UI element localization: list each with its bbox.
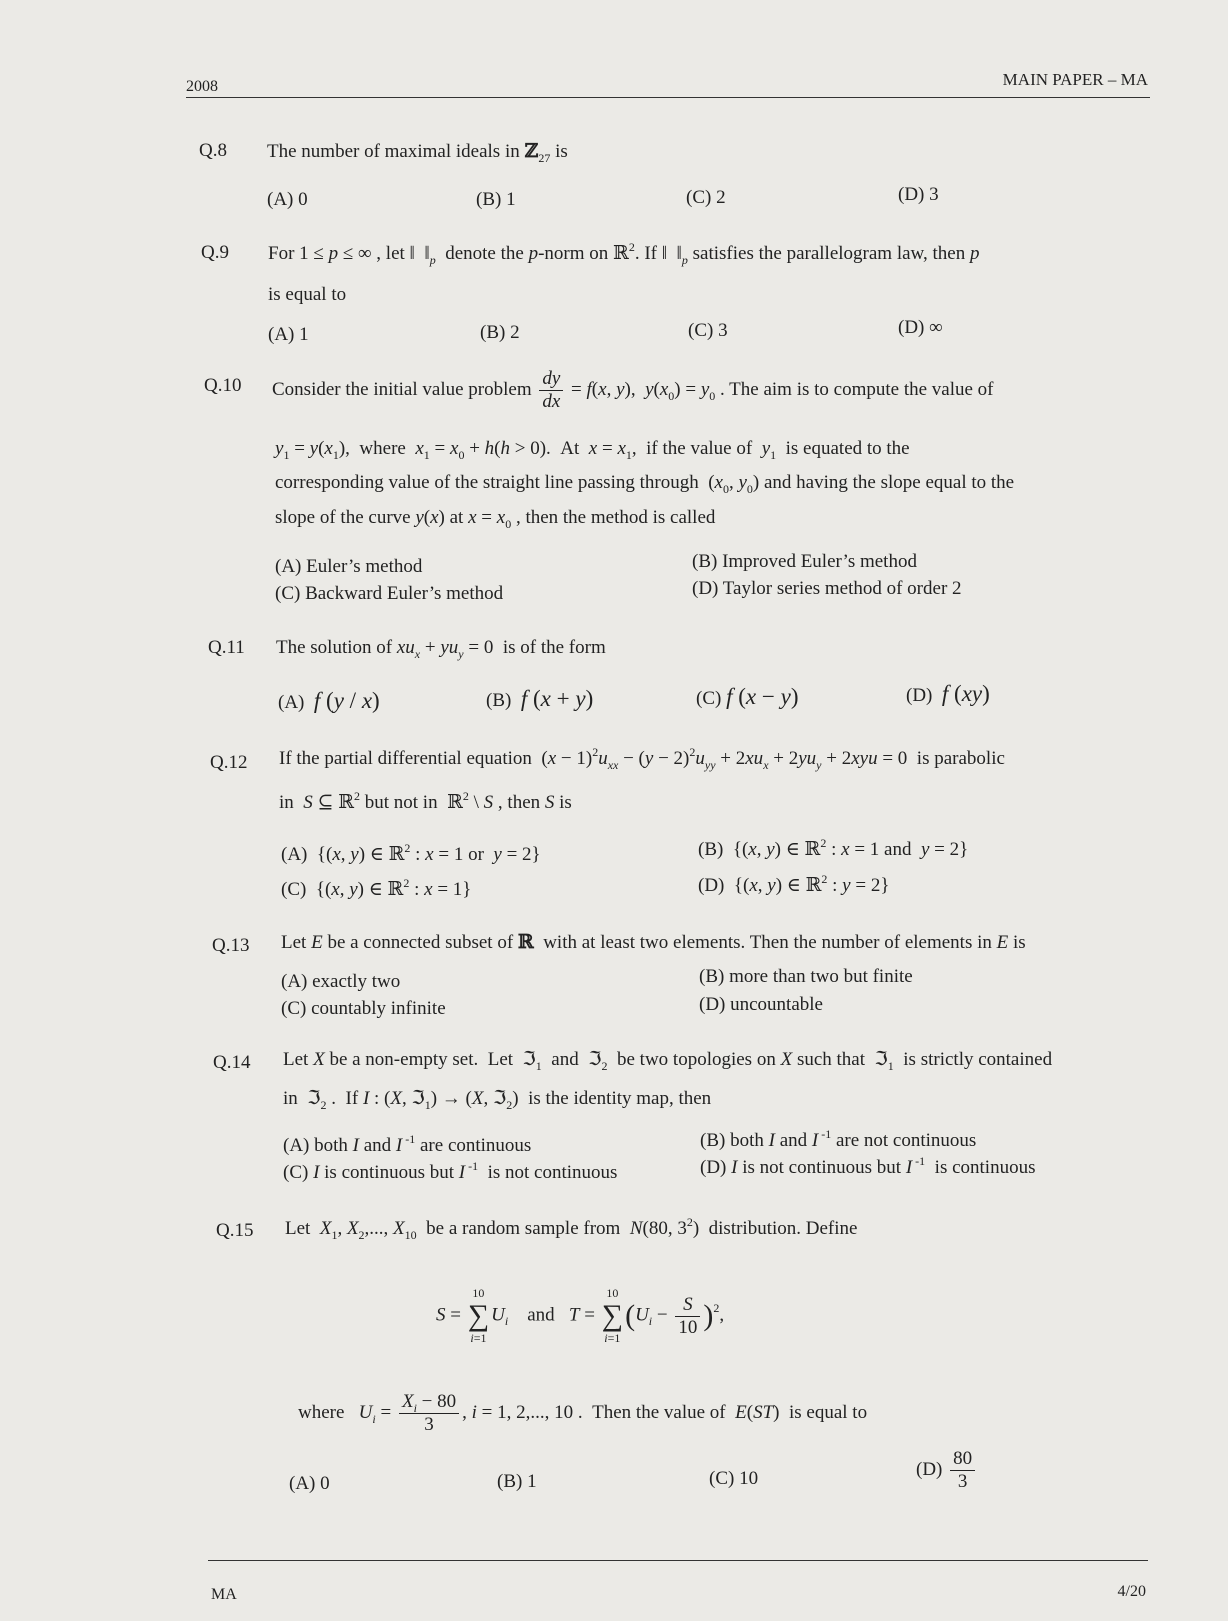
option-a: (A) f (y / x)	[278, 688, 380, 713]
question-number: Q.13	[212, 935, 250, 956]
option-d: (D) 3	[898, 184, 939, 205]
question-stem-line2: in S ⊆ ℝ$^2$ but not in ℝ$^2$ \ S , then S is	[279, 789, 572, 813]
option-c: (C) {(x, y) ∈ ℝ$^2$ : x = 1}	[281, 876, 472, 900]
question-stem: The number of maximal ideals in ℤ$_{27}$ is	[267, 140, 568, 165]
option-b: (B) 1	[497, 1471, 537, 1492]
option-c: (C) 2	[686, 187, 726, 208]
question-stem-line2: is equal to	[268, 284, 347, 305]
footer-paper-code: MA	[211, 1586, 237, 1603]
question-stem: Let E be a connected subset of ℝ with at least two elements. Then the number of elements in E is	[281, 931, 1026, 953]
option-c: (C) f (x − y)	[696, 684, 799, 709]
option-a: (A) 0	[267, 189, 308, 210]
option-c: (C) Backward Euler’s method	[275, 583, 504, 604]
option-c: (C) 10	[709, 1468, 759, 1489]
option-a: (A) Euler’s method	[275, 556, 423, 577]
question-stem-line2: $y_1 = y(x_1)$, where $x_1 = x_0 + h(h > 0)$. At $x = x_1$, if the value of $y_1$ is equated to the	[275, 438, 910, 462]
option-b: (B) both I and I $^{-1}$ are not continuous	[700, 1127, 977, 1151]
option-c: (C) countably infinite	[281, 998, 446, 1019]
option-d: (D) ∞	[898, 317, 943, 338]
option-a: (A) {(x, y) ∈ ℝ$^2$ : x = 1 or y = 2}	[281, 841, 541, 865]
option-d: (D) {(x, y) ∈ ℝ$^2$ : y = 2}	[698, 872, 890, 896]
question-stem: If the partial differential equation $(x - 1)^2u_{xx} - (y - 2)^2u_{yy} + 2xu_x + 2yu_y + 2xyu = 0$ is parabolic	[279, 745, 1005, 772]
option-a: (A) 1	[268, 324, 309, 345]
footer-rule	[208, 1560, 1148, 1561]
option-b: (B) Improved Euler’s method	[692, 551, 917, 572]
question-number: Q.15	[216, 1220, 254, 1241]
option-b: (B) {(x, y) ∈ ℝ$^2$ : x = 1 and y = 2}	[698, 836, 969, 860]
question-stem: The solution of $xu_x + yu_y = 0$ is of the form	[276, 637, 606, 661]
option-d: (D) Taylor series method of order 2	[692, 578, 962, 599]
option-c: (C) 3	[688, 320, 728, 341]
option-d: (D) f (xy)	[906, 681, 990, 706]
header-year: 2008	[186, 78, 218, 95]
question-stem: Let X be a non-empty set. Let ℑ$_1$ and ℑ$_2$ be two topologies on X such that ℑ$_1$ is strictly contained	[283, 1049, 1053, 1073]
question-stem-line4: slope of the curve y(x) at $x = x_0$ , then the method is called	[275, 507, 716, 531]
question-number: Q.9	[201, 242, 229, 263]
option-a: (A) both I and I $^{-1}$ are continuous	[283, 1132, 532, 1156]
footer-page-number: 4/20	[1117, 1583, 1146, 1600]
question-stem-line3: where $U_i$ = $\frac{X_i - 80}{3}$ , i = 1, 2,..., 10 . Then the value of E(ST) is equal to	[298, 1391, 868, 1435]
question-formula: S = 10 ∑ i=1 $U_i$ and T = 10 ∑ i=1 ($U_i$ − $\frac{S}{10}$ )$^2$,	[436, 1286, 725, 1345]
option-b: (B) f (x + y)	[486, 686, 594, 711]
option-d: (D) I is not continuous but I $^{-1}$ is continuous	[700, 1154, 1036, 1178]
question-number: Q.12	[210, 752, 248, 773]
option-d: (D) uncountable	[699, 994, 823, 1015]
header-rule	[186, 97, 1150, 98]
question-stem: For 1 ≤ p ≤ ∞ , let ‖ $‖_p$ denote the p-norm on ℝ$^2$. If ‖ $‖_p$ satisfies the parallelogram law, then p	[268, 240, 980, 267]
option-d: (D) $\frac{80}{3}$	[916, 1448, 978, 1493]
question-number: Q.8	[199, 140, 227, 161]
option-a: (A) 0	[289, 1473, 330, 1494]
option-b: (B) 2	[480, 322, 520, 343]
option-b: (B) 1	[476, 189, 516, 210]
question-stem: Let $X_1$, $X_2$,..., $X_{10}$ be a random sample from N(80, $3^2$) distribution. Define	[285, 1215, 858, 1242]
option-b: (B) more than two but finite	[699, 966, 913, 987]
question-stem-line3: corresponding value of the straight line passing through ($x_0$, $y_0$) and having the slope equal to the	[275, 472, 1015, 496]
question-stem-line2: in ℑ$_2$ . If I : (X, ℑ$_1$) → (X, ℑ$_2$) is the identity map, then	[283, 1088, 712, 1112]
option-a: (A) exactly two	[281, 971, 401, 992]
option-c: (C) I is continuous but I $^{-1}$ is not continuous	[283, 1159, 618, 1183]
header-paper-title: MAIN PAPER – MA	[1002, 70, 1148, 89]
question-number: Q.11	[208, 637, 245, 658]
question-stem: Consider the initial value problem $\frac{dy}{dx}$ = f(x, y), $y(x_0) = y_0$ . The aim is to compute the value of	[272, 368, 994, 412]
question-number: Q.10	[204, 375, 242, 396]
question-number: Q.14	[213, 1052, 251, 1073]
